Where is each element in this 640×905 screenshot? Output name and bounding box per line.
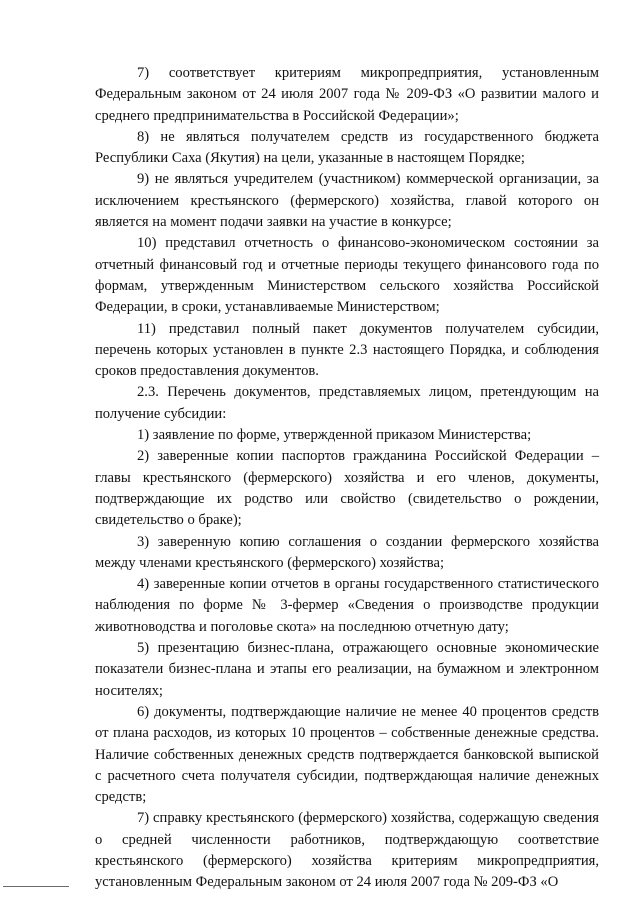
document-body	[95, 63, 599, 894]
paragraph-item-7-microenterprise: 7) соответствует критериям микропредприятия, установленным Федеральным законом от 24 июля 2007 года № 209-ФЗ «О развитии малого и среднего предпринимательства в Российской Федерации»;	[95, 65, 599, 124]
paragraph-item-10-reporting: 10) представил отчетность о финансово-экономическом состоянии за отчетный финансовый год и отчетные периоды текущего финансового года по формам, утвержденным Министерством сельского хозяйства Российской Федерации, в сроки, устанавливаемые Министерством;	[95, 235, 599, 316]
list-item-3-agreement: 3) заверенную копию соглашения о создании фермерского хозяйства между членами крестьянского (фермерского) хозяйства;	[95, 533, 599, 571]
paragraph-item-9-founder: 9) не являться учредителем (участником) коммерческой организации, за исключением крестьянского (фермерского) хозяйства, главой которого он является на момент подачи заявки на участие в конкурсе;	[95, 171, 599, 231]
list-item-1-application: 1) заявление по форме, утвержденной приказом Министерства;	[137, 427, 532, 444]
paragraph-item-11-documents: 11) представил полный пакет документов получателем субсидии, перечень которых установлен в пункте 2.3 настоящего Порядка, и соблюдения сроков предоставления документов.	[95, 320, 599, 380]
section-2-3-heading: 2.3. Перечень документов, представляемых лицом, претендующим на получение субсидии:	[95, 384, 599, 422]
list-item-5-business-plan: 5) презентацию бизнес-плана, отражающего основные экономические показатели бизнес-плана и этапы его реализации, на бумажном и электронном носителях;	[95, 640, 599, 699]
list-item-6-funds: 6) документы, подтверждающие наличие не менее 40 процентов средств от плана расходов, из которых 10 процентов – собственные денежные средства. Наличие собственных денежных средств подтверждается банковской выпиской с расчетного счета получателя субсидии, подтверждающая наличие денежных средств;	[95, 703, 599, 806]
paragraph-item-8-budget: 8) не являться получателем средств из государственного бюджета Республики Саха (Якутия) на цели, указанные в настоящем Порядке;	[95, 128, 599, 167]
list-item-4-statistics: 4) заверенные копии отчетов в органы государственного статистического наблюдения по форме № 3-фермер «Сведения о производстве продукции животноводства и поголовье скота» на последнюю отчетную дату;	[95, 576, 599, 635]
list-item-2-passports: 2) заверенные копии паспортов гражданина Российской Федерации – главы крестьянского (фермерского) хозяйства и его членов, документы, подтверждающие их родство или свойство (свидетельство о рождении, свидетельство о браке);	[95, 448, 599, 529]
list-item-7-certificate: 7) справку крестьянского (фермерского) хозяйства, содержащую сведения о средней численности работников, подтверждающую соответствие крестьянского (фермерского) хозяйства критериям микропредприятия, установленным Федеральным законом от 24 июля 2007 года № 209-ФЗ «О	[95, 810, 599, 891]
footer-divider	[3, 886, 69, 887]
